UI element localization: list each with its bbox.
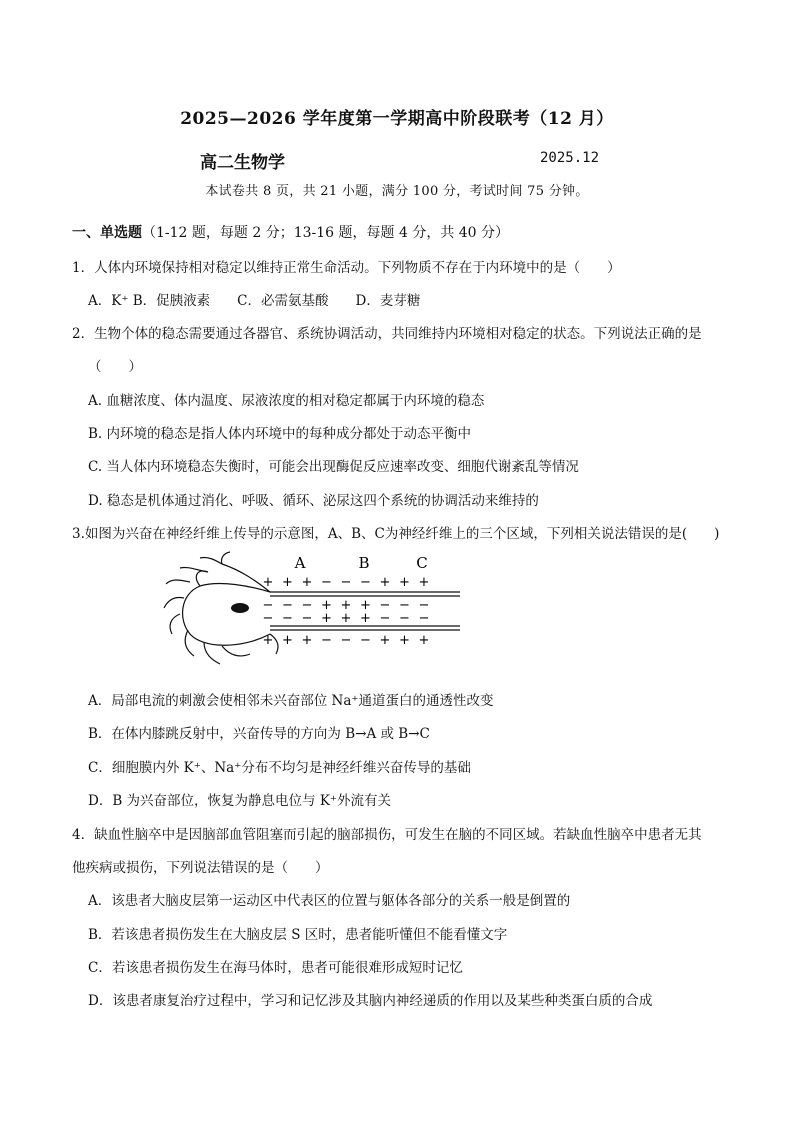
question-4-stem-cont: 他疾病或损伤，下列说法错误的是（ ）	[72, 860, 329, 876]
question-4-option-d: D．该患者康复治疗过程中，学习和记忆涉及其脑内神经递质的作用以及某些种类蛋白质的合成	[88, 993, 653, 1009]
exam-info: 本试卷共 8 页，共 21 小题，满分 100 分，考试时间 75 分钟。	[205, 184, 589, 199]
charge-sign-row1-7: +	[399, 575, 410, 590]
nerve-fiber-diagram	[160, 550, 470, 675]
question-3-option-b: B．在体内膝跳反射中，兴奋传导的方向为 B→A 或 B→C	[88, 726, 430, 742]
charge-sign-row3-6: −	[379, 611, 391, 626]
charge-sign-row4-6: +	[379, 633, 391, 648]
charge-sign-row2-6: −	[379, 598, 391, 613]
charge-sign-row1-1: +	[282, 575, 293, 590]
question-2-option-a: A. 血糖浓度、体内温度、尿液浓度的相对稳定都属于内环境的稳态	[88, 393, 485, 409]
section-heading	[72, 222, 509, 242]
question-3-option-c: C．细胞膜内外 K⁺、Na⁺分布不均匀是神经纤维兴奋传导的基础	[88, 760, 471, 776]
charge-sign-row1-2: +	[301, 575, 313, 590]
charge-sign-row3-5: +	[360, 611, 371, 626]
charge-sign-row4-2: +	[301, 633, 313, 648]
charge-sign-row1-4: −	[340, 575, 352, 590]
question-2-stem-cont: （ ）	[88, 359, 142, 375]
charge-sign-row4-0: +	[262, 633, 274, 648]
exam-title: 2025—2026 学年度第一学期高中阶段联考（12 月）	[180, 109, 614, 129]
section-title: 一、单选题	[72, 225, 142, 241]
charge-sign-row4-1: +	[282, 633, 293, 648]
charge-sign-row4-8: +	[418, 633, 430, 648]
charge-sign-row4-3: −	[321, 633, 332, 648]
charge-sign-row4-4: −	[340, 633, 352, 648]
region-label-c: C	[416, 554, 428, 572]
region-label-a: A	[294, 554, 306, 572]
charge-sign-row2-7: −	[399, 598, 410, 613]
charge-sign-row1-6: +	[379, 575, 391, 590]
question-2-option-b: B. 内环境的稳态是指人体内环境中的每种成分都处于动态平衡中	[88, 426, 472, 442]
question-2-stem: 2．生物个体的稳态需要通过各器官、系统协调活动，共同维持内环境相对稳定的状态。下列说法正确的是	[72, 326, 702, 342]
question-2-option-d: D. 稳态是机体通过消化、呼吸、循环、泌尿这四个系统的协调活动来维持的	[88, 493, 539, 509]
question-4-option-a: A．该患者大脑皮层第一运动区中代表区的位置与躯体各部分的关系一般是倒置的	[88, 893, 571, 909]
charge-sign-row1-3: −	[321, 575, 332, 590]
charge-sign-row3-3: +	[321, 611, 332, 626]
charge-sign-row3-1: −	[282, 611, 293, 626]
section-note: （1-12 题，每题 2 分；13-16 题，每题 4 分，共 40 分）	[142, 225, 510, 241]
neuron-cell-body	[164, 552, 278, 664]
charge-sign-row2-1: −	[282, 598, 293, 613]
charge-sign-row3-4: +	[340, 611, 352, 626]
charge-sign-row3-8: −	[418, 611, 430, 626]
charge-sign-row1-8: +	[418, 575, 430, 590]
question-1-stem: 1．人体内环境保持相对稳定以维持正常生命活动。下列物质不存在于内环境中的是（ ）	[72, 260, 621, 276]
question-4-option-b: B．若该患者损伤发生在大脑皮层 S 区时，患者能听懂但不能看懂文字	[88, 927, 508, 943]
exam-date: 2025.12	[540, 150, 600, 166]
charge-sign-row2-4: +	[340, 598, 352, 613]
charge-sign-row4-7: +	[399, 633, 410, 648]
nucleus	[231, 603, 249, 613]
charge-sign-row1-0: +	[262, 575, 274, 590]
charge-sign-row2-3: +	[321, 598, 332, 613]
question-3-stem: 3.如图为兴奋在神经纤维上传导的示意图，A、B、C为神经纤维上的三个区域，下列相关说法错误的是( )	[72, 526, 720, 542]
question-4-stem: 4．缺血性脑卒中是因脑部血管阻塞而引起的脑部损伤，可发生在脑的不同区域。若缺血性脑卒中患者无其	[72, 827, 702, 843]
question-2-option-c: C. 当人体内环境稳态失衡时，可能会出现酶促反应速率改变、细胞代谢紊乱等情况	[88, 459, 579, 475]
charge-sign-row2-2: −	[301, 598, 313, 613]
charge-sign-row3-7: −	[399, 611, 410, 626]
region-label-b: B	[358, 554, 370, 572]
charge-sign-row2-0: −	[262, 598, 274, 613]
question-3-option-d: D．B 为兴奋部位，恢复为静息电位与 K⁺外流有关	[88, 793, 392, 809]
charge-sign-row2-8: −	[418, 598, 430, 613]
question-4-option-c: C．若该患者损伤发生在海马体时，患者可能很难形成短时记忆	[88, 960, 463, 976]
question-1-options: A．K⁺ B．促胰液素 C．必需氨基酸 D．麦芽糖	[88, 293, 421, 309]
charge-sign-row3-2: −	[301, 611, 313, 626]
subject-title: 高二生物学	[200, 153, 285, 173]
question-3-option-a: A．局部电流的刺激会使相邻未兴奋部位 Na⁺通道蛋白的通透性改变	[88, 693, 494, 709]
charge-sign-row4-5: −	[360, 633, 371, 648]
charge-sign-row3-0: −	[262, 611, 274, 626]
charge-sign-row1-5: −	[360, 575, 371, 590]
charge-sign-row2-5: +	[360, 598, 371, 613]
